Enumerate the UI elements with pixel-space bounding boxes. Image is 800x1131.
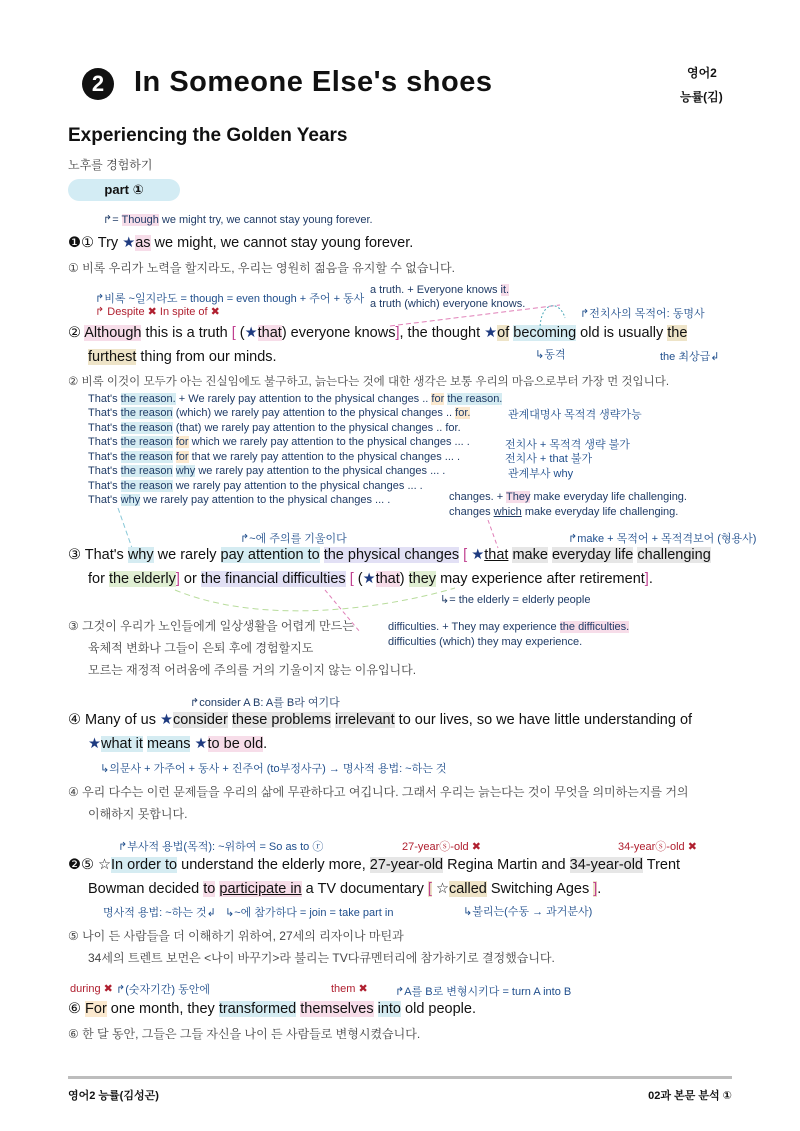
note-consider: ↱consider A B: A를 B라 여기다 <box>190 697 340 709</box>
text-segment: thing from our minds. <box>136 349 277 365</box>
lesson-number-badge: 2 <box>82 68 114 100</box>
highlighted-text: the financial difficulties <box>200 571 346 587</box>
highlighted-text: the reason <box>120 407 173 419</box>
highlighted-text: [ <box>231 325 236 341</box>
highlighted-text: ★ <box>362 571 376 587</box>
translation-4: ④ 우리 다수는 이런 문제들을 우리의 삶에 무관하다고 여깁니다. 그래서 우리는 늙는다는 것이 무엇을 의미하는지를 거의 <box>68 785 689 799</box>
highlighted-text: ★ <box>122 235 136 251</box>
highlighted-text: ★ <box>159 712 173 728</box>
highlighted-text: to <box>203 881 216 897</box>
note-what: ↳의문사 + 가주어 + 동사 + 진주어 (to부정사구) → 명사적 용법: ~하는 것 <box>100 763 447 775</box>
note-truth-2: a truth (which) everyone knows. <box>370 298 526 310</box>
highlighted-text: called <box>448 881 487 897</box>
text-segment: . <box>648 571 653 587</box>
text-segment: ↱= <box>103 214 122 226</box>
note-noun-use: 명사적 용법: ~하는 것↲ <box>103 907 216 919</box>
highlighted-text: They <box>505 491 531 503</box>
text-segment: ② <box>68 325 85 341</box>
text-segment: That's <box>88 494 121 506</box>
text-segment: old people. <box>401 1001 476 1017</box>
note-superlative: the 최상급↲ <box>660 351 720 363</box>
note-34-wrong: 34-yearⓢ-old ✖ <box>618 841 697 853</box>
highlighted-text: they <box>408 571 437 587</box>
note-transform: ↱A를 B로 변형시키다 = turn A into B <box>395 986 572 998</box>
note-appositive: ↳동격 <box>535 349 566 361</box>
text-segment: this is a truth <box>141 325 232 341</box>
highlighted-text: why <box>127 547 154 563</box>
highlighted-text: For <box>85 1001 107 1017</box>
note-participate: ↳~에 참가하다 = join = take part in <box>225 907 394 919</box>
text-segment: ④ Many of us <box>68 712 160 728</box>
text-segment: That's <box>88 451 121 463</box>
highlighted-text: why <box>120 494 141 506</box>
text-segment: ( <box>235 325 245 341</box>
highlighted-text: participate in <box>219 881 302 897</box>
note-them-wrong: them ✖ <box>331 983 368 995</box>
highlighted-text: ★ <box>244 325 258 341</box>
note-27-wrong: 27-yearⓢ-old ✖ <box>402 841 481 853</box>
highlighted-text: into <box>377 1001 401 1017</box>
footer-left: 영어2 능률(김성곤) <box>68 1090 159 1102</box>
highlighted-text: the difficulties. <box>559 621 630 633</box>
highlighted-text: Though <box>121 214 159 226</box>
text-segment: one month, they <box>106 1001 219 1017</box>
highlighted-text: [ <box>463 547 468 563</box>
text-segment: That's <box>88 393 121 405</box>
highlighted-text: [ <box>349 571 354 587</box>
text-segment: we might try, we cannot stay young forever. <box>158 214 373 226</box>
text-segment: a truth. + Everyone knows <box>370 284 501 296</box>
text-segment: , the thought <box>399 325 485 341</box>
text-segment: ③ That's <box>68 547 128 563</box>
sentence-3-line-2 <box>88 571 653 587</box>
sentence-4-line-2 <box>88 736 267 752</box>
text-segment: ☆ <box>431 881 449 897</box>
text-segment: ( <box>353 571 363 587</box>
highlighted-text: why <box>175 465 196 477</box>
text-segment: make everyday life challenging. <box>530 491 687 503</box>
note-elderly: ↳= the elderly = elderly people <box>440 594 591 606</box>
highlighted-text: pay attention to <box>220 547 320 563</box>
text-segment: That's <box>88 465 121 477</box>
text-segment: we rarely pay attention to the physical changes ... . <box>140 494 391 506</box>
text-segment: a TV documentary <box>301 881 428 897</box>
text-segment: ) <box>399 571 409 587</box>
text-segment: That's <box>88 422 121 434</box>
reason-side-note: 관계부사 why <box>508 468 574 480</box>
text-segment: Trent <box>643 857 681 873</box>
highlighted-text: ★ <box>471 547 485 563</box>
highlighted-text: means <box>146 736 191 752</box>
translation-3: 육체적 변화나 그들이 은퇴 후에 경험할지도 <box>88 641 314 655</box>
note-during-wrong: during ✖ <box>70 983 113 995</box>
text-segment <box>374 1001 378 1017</box>
sentence-5-line-1 <box>68 857 680 873</box>
highlighted-text: the reason <box>120 480 173 492</box>
note-although: ↱비록 ~일지라도 = though = even though + 주어 + 동사 <box>95 293 365 305</box>
highlighted-text: everyday life <box>551 547 634 563</box>
text-segment: or <box>179 571 201 587</box>
text-segment: (which) we rarely pay attention to the physical changes .. <box>172 407 456 419</box>
highlighted-text: consider <box>172 712 228 728</box>
note-make: ↱make + 목적어 + 목적격보어 (형용사) <box>568 533 757 545</box>
note-for-duration: ↱(숫자기간) 동안에 <box>116 984 210 996</box>
sentence-5-line-2 <box>88 881 601 897</box>
note-difficulties-1 <box>388 621 629 633</box>
translation-1: ① 비록 우리가 노력을 할지라도, 우리는 영원히 젊음을 유지할 수 없습니다. <box>68 261 455 275</box>
sentence-6 <box>68 1001 476 1017</box>
highlighted-text: ★ <box>88 736 101 752</box>
highlighted-text: irrelevant <box>335 712 395 728</box>
highlighted-text: it. <box>500 284 510 296</box>
text-segment: That's <box>88 436 121 448</box>
highlighted-text: ★ <box>484 325 498 341</box>
text-segment: + We rarely pay attention to the physical changes .. <box>175 393 432 405</box>
part-label: part ① <box>68 179 180 201</box>
text-segment: That's <box>88 407 121 419</box>
note-pay-attention: ↱~에 주의를 기울이다 <box>240 533 347 545</box>
highlighted-text: the elderly <box>108 571 176 587</box>
reason-side-note: 전치사 + that 불가 <box>505 453 593 465</box>
translation-2: ② 비록 이것이 모두가 아는 진실임에도 불구하고, 늙는다는 것에 대한 생각은 보통 우리의 마음으로부터 가장 먼 것입니다. <box>68 376 670 388</box>
highlighted-text: of <box>497 325 510 341</box>
highlighted-text: ] <box>395 325 400 341</box>
highlighted-text: Although <box>84 325 142 341</box>
highlighted-text: for. <box>455 407 471 419</box>
highlighted-text: the reason <box>120 451 173 463</box>
highlighted-text: which <box>493 506 522 518</box>
highlighted-text: the reason <box>120 465 173 477</box>
text-segment: old is usually <box>576 325 668 341</box>
sentence-4-line-1 <box>68 712 692 728</box>
note-called: ↳불리는(수동 → 과거분사) <box>463 906 593 918</box>
text-segment: we rarely <box>153 547 221 563</box>
text-segment: which we rarely pay attention to the physical changes ... . <box>188 436 470 448</box>
text-segment: changes. + <box>449 491 506 503</box>
text-segment: (that) we rarely pay attention to the physical changes .. for. <box>172 422 461 434</box>
highlighted-text: transformed <box>218 1001 297 1017</box>
highlighted-text: 27-year-old <box>369 857 444 873</box>
text-segment: we rarely pay attention to the physical changes ... . <box>172 480 423 492</box>
footer-divider <box>68 1076 732 1079</box>
text-segment: understand the elderly more, <box>177 857 370 873</box>
highlighted-text: ] <box>175 571 180 587</box>
highlighted-text: the reason. <box>447 393 503 405</box>
highlighted-text: ★ <box>194 736 208 752</box>
text-segment: may experience after retirement <box>436 571 645 587</box>
highlighted-text: themselves <box>300 1001 374 1017</box>
highlighted-text: the reason. <box>120 393 176 405</box>
highlighted-text: the physical changes <box>323 547 460 563</box>
text-segment: ⑥ <box>68 1001 86 1017</box>
translation-5: ⑤ 나이 든 사람들을 더 이해하기 위하여, 27세의 리자이나 마틴과 <box>68 929 404 943</box>
translation-3: ③ 그것이 우리가 노인들에게 일상생활을 어렵게 만드는 <box>68 619 354 633</box>
badge-publisher: 능률(김) <box>680 90 723 104</box>
text-segment: ❷⑤ ☆ <box>68 857 112 873</box>
note-in-order-to: ↱부사적 용법(목적): ~위하여 = So as to ⓡ <box>118 841 324 853</box>
text-segment: That's <box>88 480 121 492</box>
text-segment: difficulties. + They may experience <box>388 621 560 633</box>
highlighted-text: to be old <box>207 736 264 752</box>
highlighted-text: that <box>257 325 282 341</box>
highlighted-text: what it <box>101 736 143 752</box>
highlighted-text: ] <box>593 881 598 897</box>
badge-subject: 영어2 <box>687 66 717 80</box>
highlighted-text: make <box>512 547 548 563</box>
highlighted-text: furthest <box>88 349 137 365</box>
highlighted-text: the <box>667 325 688 341</box>
translation-5: 34세의 트렌트 보먼은 <나이 바꾸기>라 불리는 TV다큐멘터리에 참가하기로 결정했습니다. <box>88 951 555 965</box>
text-segment: . <box>597 881 602 897</box>
text-segment: we might, we cannot stay young forever. <box>150 235 414 251</box>
highlighted-text: that <box>375 571 400 587</box>
translation-4: 이해하지 못합니다. <box>88 807 188 821</box>
sentence-3-line-1 <box>68 547 711 563</box>
reason-side-note: 전치사 + 목적격 생략 불가 <box>505 439 630 451</box>
text-segment: for <box>88 571 109 587</box>
text-segment: Switching Ages <box>486 881 594 897</box>
highlighted-text: for <box>175 451 189 463</box>
highlighted-text: for <box>431 393 445 405</box>
note-difficulties-2: difficulties (which) they may experience. <box>388 636 583 648</box>
reason-side-note: 관계대명사 목적격 생략가능 <box>508 409 642 421</box>
highlighted-text: [ <box>427 881 432 897</box>
highlighted-text: for <box>175 436 189 448</box>
note-gerund: ↱전치사의 목적어: 동명사 <box>580 308 705 320</box>
highlighted-text: challenging <box>637 547 711 563</box>
highlighted-text: these problems <box>231 712 331 728</box>
highlighted-text: that <box>484 547 509 563</box>
highlighted-text: 34-year-old <box>569 857 643 873</box>
text-segment: to our lives, so we have little understanding of <box>394 712 693 728</box>
text-segment: . <box>263 736 268 752</box>
translation-6: ⑥ 한 달 동안, 그들은 그들 자신을 나이 든 사람들로 변형시켰습니다. <box>68 1027 421 1041</box>
text-segment: we rarely pay attention to the physical changes ... . <box>195 465 446 477</box>
highlighted-text: ] <box>644 571 649 587</box>
text-segment: make everyday life challenging. <box>521 506 679 518</box>
text-segment: Regina Martin and <box>443 857 570 873</box>
text-segment: ❶① Try <box>68 235 123 251</box>
lesson-title: In Someone Else's shoes <box>134 66 493 98</box>
footer-right: 02과 본문 분석 ① <box>648 1090 732 1102</box>
text-segment: ) everyone knows <box>281 325 396 341</box>
section-title: Experiencing the Golden Years <box>68 125 348 146</box>
highlighted-text: In order to <box>111 857 178 873</box>
highlighted-text: the reason <box>120 436 173 448</box>
highlighted-text: as <box>135 235 151 251</box>
text-segment: Bowman decided <box>88 881 204 897</box>
section-subtitle: 노후를 경험하기 <box>68 158 153 172</box>
note-despite-wrong: ↱ Despite ✖ In spite of ✖ <box>95 306 220 318</box>
translation-3: 모르는 재정적 어려움에 주의를 거의 기울이지 않는 이유입니다. <box>88 663 417 677</box>
text-segment: that we rarely pay attention to the physical changes ... . <box>188 451 461 463</box>
highlighted-text: becoming <box>513 325 577 341</box>
text-segment: changes <box>449 506 494 518</box>
highlighted-text: the reason <box>120 422 173 434</box>
